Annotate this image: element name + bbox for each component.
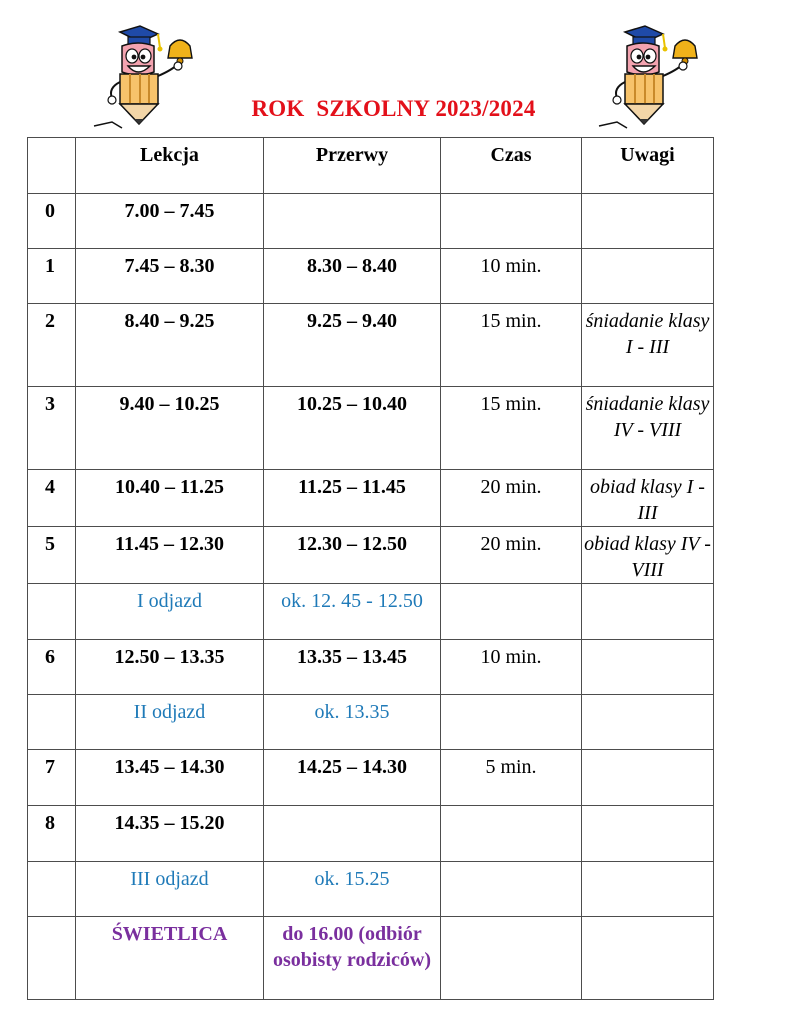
header-przerwy: Przerwy	[264, 138, 441, 194]
break-time: 12.30 – 12.50	[264, 527, 441, 584]
lesson-time: 9.40 – 10.25	[76, 387, 264, 470]
lesson-number: 1	[28, 249, 76, 304]
break-time: 13.35 – 13.45	[264, 640, 441, 695]
break-duration	[441, 862, 582, 917]
lesson-number	[28, 862, 76, 917]
lesson-number: 7	[28, 750, 76, 806]
table-row	[28, 304, 714, 387]
lesson-time: 12.50 – 13.35	[76, 640, 264, 695]
schedule-table	[27, 137, 714, 1000]
note	[582, 194, 714, 249]
lesson-number: 8	[28, 806, 76, 862]
departure-time: ok. 12. 45 - 12.50	[264, 584, 441, 640]
break-time: 14.25 – 14.30	[264, 750, 441, 806]
note	[582, 750, 714, 806]
break-duration	[441, 584, 582, 640]
break-time	[264, 806, 441, 862]
lesson-number: 3	[28, 387, 76, 470]
lesson-number: 2	[28, 304, 76, 387]
break-time: 8.30 – 8.40	[264, 249, 441, 304]
lesson-number: 6	[28, 640, 76, 695]
break-duration: 20 min.	[441, 527, 582, 584]
table-row	[28, 695, 714, 750]
break-duration	[441, 695, 582, 750]
break-duration: 10 min.	[441, 640, 582, 695]
table-row	[28, 387, 714, 470]
departure-time: ok. 13.35	[264, 695, 441, 750]
table-row	[28, 249, 714, 304]
break-duration	[441, 194, 582, 249]
table-row	[28, 750, 714, 806]
break-time: 10.25 – 10.40	[264, 387, 441, 470]
lesson-number: 5	[28, 527, 76, 584]
lesson-time: 7.45 – 8.30	[76, 249, 264, 304]
table-row	[28, 806, 714, 862]
lesson-number: 4	[28, 470, 76, 527]
lesson-time: 13.45 – 14.30	[76, 750, 264, 806]
break-duration: 20 min.	[441, 470, 582, 527]
note	[582, 917, 714, 1000]
lesson-number	[28, 584, 76, 640]
note: śniadanie klasy IV - VIII	[582, 387, 714, 470]
page-title: ROK SZKOLNY 2023/2024	[251, 96, 536, 121]
lesson-time: 11.45 – 12.30	[76, 527, 264, 584]
break-duration	[441, 806, 582, 862]
departure-label: II odjazd	[76, 695, 264, 750]
note	[582, 862, 714, 917]
table-row	[28, 470, 714, 527]
header-lekcja: Lekcja	[76, 138, 264, 194]
note: obiad klasy I - III	[582, 470, 714, 527]
note: śniadanie klasy I - III	[582, 304, 714, 387]
header-row	[28, 138, 714, 194]
break-duration: 15 min.	[441, 304, 582, 387]
lesson-number: 0	[28, 194, 76, 249]
break-duration	[441, 917, 582, 1000]
header-czas: Czas	[441, 138, 582, 194]
note: obiad klasy IV - VIII	[582, 527, 714, 584]
afterschool-label: ŚWIETLICA	[76, 917, 264, 1000]
lesson-time: 14.35 – 15.20	[76, 806, 264, 862]
lesson-time: 7.00 – 7.45	[76, 194, 264, 249]
header-nr	[28, 138, 76, 194]
table-row	[28, 917, 714, 1000]
lesson-time: 10.40 – 11.25	[76, 470, 264, 527]
lesson-number	[28, 695, 76, 750]
lesson-time: 8.40 – 9.25	[76, 304, 264, 387]
departure-label: I odjazd	[76, 584, 264, 640]
table-row	[28, 640, 714, 695]
break-duration: 10 min.	[441, 249, 582, 304]
break-duration: 5 min.	[441, 750, 582, 806]
note	[582, 584, 714, 640]
note	[582, 640, 714, 695]
note	[582, 695, 714, 750]
note	[582, 806, 714, 862]
table-row	[28, 862, 714, 917]
departure-time: ok. 15.25	[264, 862, 441, 917]
afterschool-hours: do 16.00 (odbiór osobisty rodziców)	[264, 917, 441, 1000]
break-time: 11.25 – 11.45	[264, 470, 441, 527]
note	[582, 249, 714, 304]
departure-label: III odjazd	[76, 862, 264, 917]
table-row	[28, 584, 714, 640]
lesson-number	[28, 917, 76, 1000]
header-uwagi: Uwagi	[582, 138, 714, 194]
break-duration: 15 min.	[441, 387, 582, 470]
table-row	[28, 194, 714, 249]
break-time	[264, 194, 441, 249]
break-time: 9.25 – 9.40	[264, 304, 441, 387]
table-row	[28, 527, 714, 584]
